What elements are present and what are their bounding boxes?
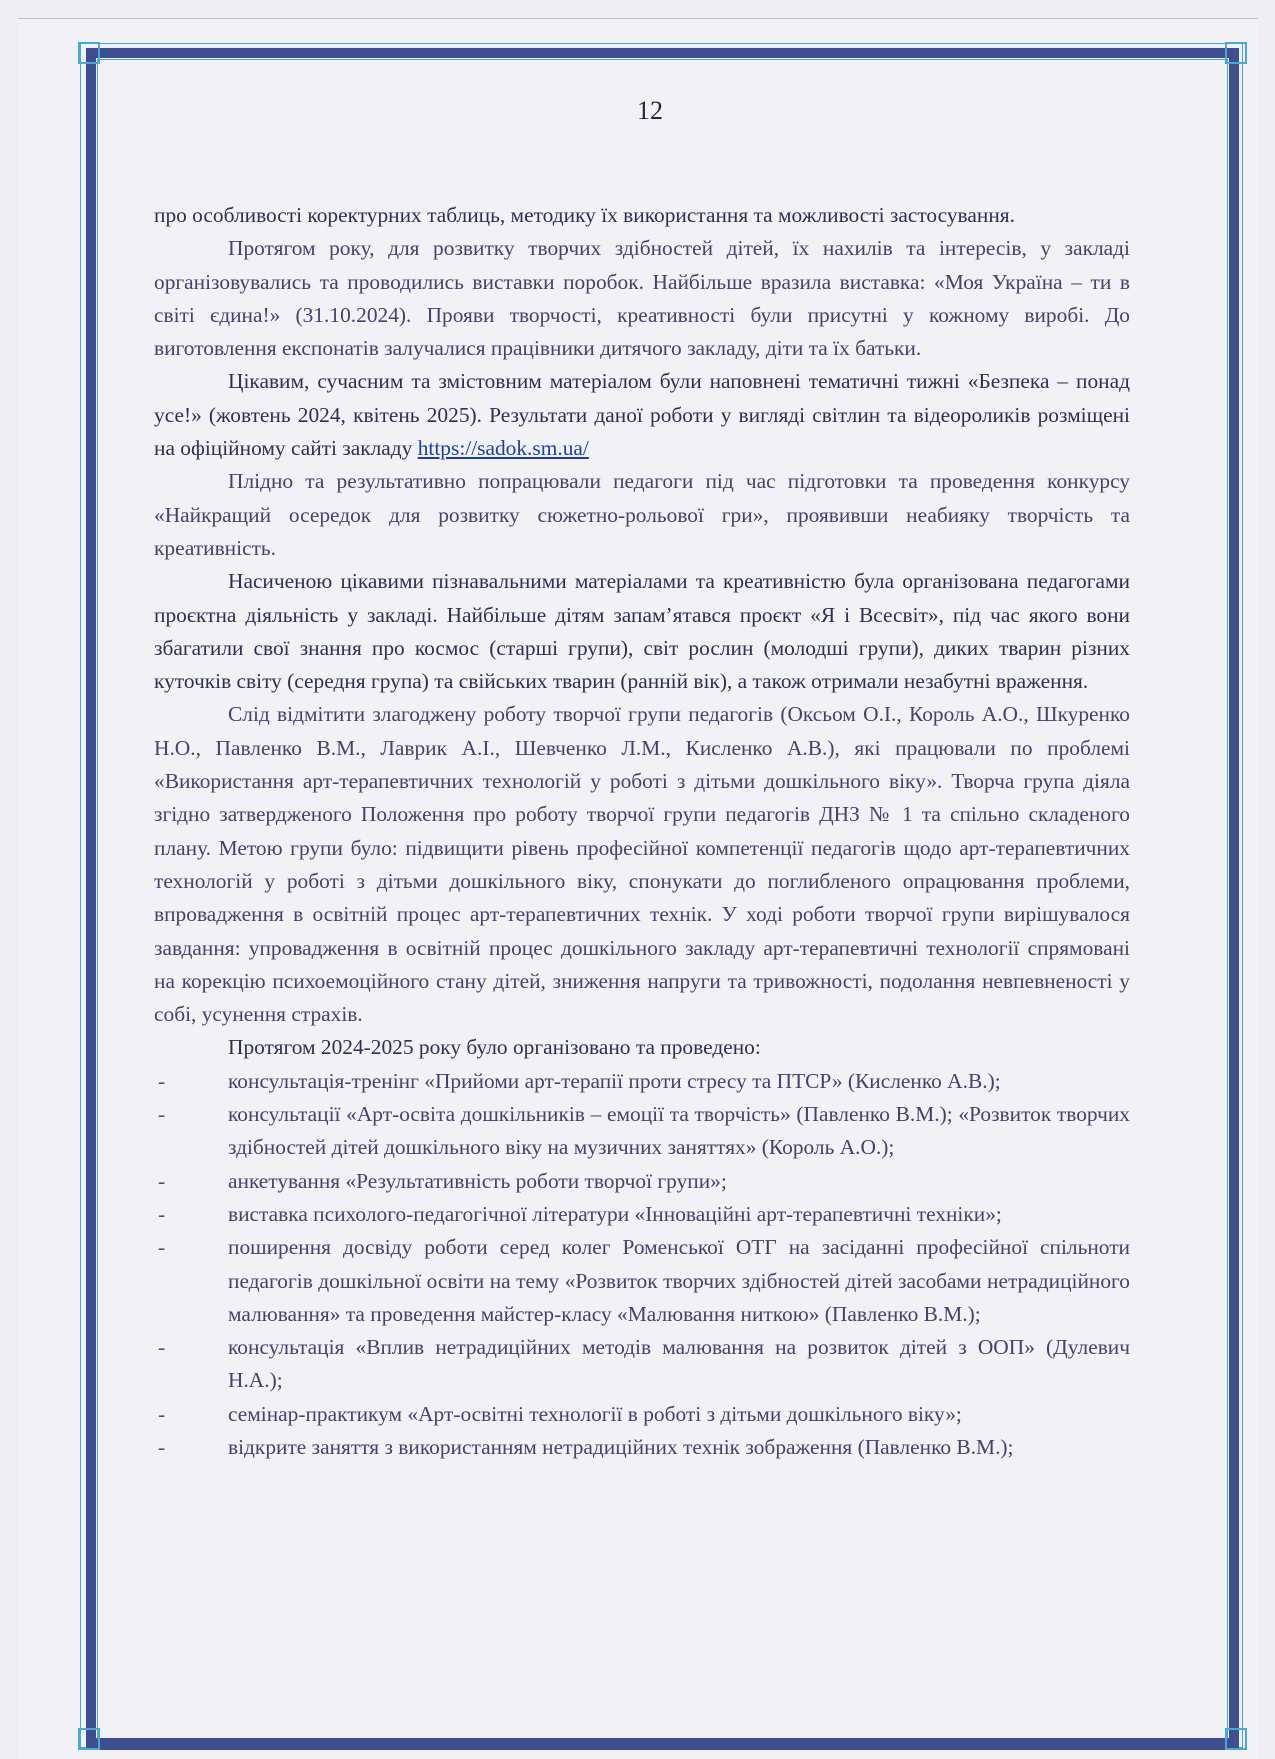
corner-ornament-bottom-right [1225, 1728, 1247, 1750]
list-item [154, 1231, 1130, 1331]
corner-ornament-top-right [1225, 42, 1247, 64]
paragraph-contest: Плідно та результативно попрацювали педагоги під час підготовки та проведення конкурсу «Найкращий осередок для розвитку сюжетно-рольової гри», проявивши неабияку творчість та креативність. [154, 469, 1130, 560]
list-item [154, 1431, 1130, 1464]
website-link[interactable]: https://sadok.sm.ua/ [417, 436, 589, 461]
list-item-text: анкетування «Результативність роботи творчої групи»; [228, 1168, 727, 1193]
corner-ornament-top-left [78, 42, 100, 64]
page-number: 12 [637, 96, 663, 125]
list-dash: - [158, 1434, 166, 1459]
paragraph-creative-group: Слід відмітити злагоджену роботу творчої групи педагогів (Оксьом О.І., Король А.О., Шкуренко Н.О., Павленко В.М., Лаврик А.І., Шевченко Л.М., Кисленко А.В.), які працювали по проблемі «Використання арт-терапевтичних технологій у роботі з дітьми дошкільного віку». Творча група діяла згідно затвердженого Положення про роботу творчої групи педагогів ДНЗ № 1 та спільно складеного плану. Метою групи було: підвищити рівень професійної компетенції педагогів щодо арт-терапевтичних технологій у роботі з дітьми дошкільного віку, спонукати до поглибленого опрацювання проблеми, впровадження в освітній процес арт-терапевтичних технік. У ході роботи творчої групи вирішувалося завдання: упровадження в освітній процес дошкільного закладу арт-терапевтичні технології спрямовані на корекцію психоемоційного стану дітей, зниження напруги та тривожності, подолання невпевненості у собі, усунення страхів. [154, 702, 1130, 1027]
corner-ornament-bottom-left [78, 1728, 100, 1750]
list-item [154, 1398, 1130, 1431]
list-item-text: поширення досвіду роботи серед колег Роменської ОТГ на засіданні професійної спільноти педагогів дошкільної освіти на тему «Розвиток творчих здібностей дітей засобами нетрадиційного малювання» та проведення майстер-класу «Малювання ниткою» (Павленко В.М.); [228, 1235, 1130, 1326]
list-item-text: консультація «Вплив нетрадиційних методів малювання на розвиток дітей з ООП» (Дулевич Н.А.); [228, 1335, 1130, 1393]
list-item-text: консультація-тренінг «Прийоми арт-терапії проти стресу та ПТСР» (Кисленко А.В.); [228, 1068, 1001, 1093]
paragraph-list-intro: Протягом 2024-2025 року було організовано та проведено: [228, 1035, 761, 1060]
activities-list [154, 1065, 1130, 1465]
document-body [154, 199, 1130, 1464]
list-item [154, 1198, 1130, 1231]
list-item [154, 1331, 1130, 1398]
list-dash: - [158, 1168, 166, 1193]
paragraph-theme-weeks [154, 365, 1130, 465]
list-item [154, 1065, 1130, 1098]
list-item-text: виставка психолого-педагогічної літератури «Інноваційні арт-терапевтичні техніки»; [228, 1201, 1002, 1226]
paragraph-project-activity: Насиченою цікавими пізнавальними матеріалами та креативністю була організована педагогами проєктна діяльність у закладі. Найбільше дітям запам’ятався проєкт «Я і Всесвіт», під час якого вони збагатили свої знання про космос (старші групи), світ рослин (молодші групи), диких тварин різних куточків світу (середня група) та свійських тварин (ранній вік), а також отримали незабутні враження. [154, 569, 1130, 694]
list-dash: - [158, 1401, 166, 1426]
list-item [154, 1098, 1130, 1165]
list-dash: - [158, 1068, 166, 1093]
list-item [154, 1165, 1130, 1198]
paragraph-theme-weeks-text: Цікавим, сучасним та змістовним матеріалом були наповнені тематичні тижні «Безпека – понад усе!» (жовтень 2024, квітень 2025). Результати даної роботи у вигляді світлин та відеороликів розміщені на офіційному сайті закладу [154, 369, 1130, 461]
list-item-text: семінар-практикум «Арт-освітні технології в роботі з дітьми дошкільного віку»; [228, 1401, 962, 1426]
list-dash: - [158, 1201, 166, 1226]
list-dash: - [158, 1102, 166, 1127]
list-dash: - [158, 1235, 166, 1260]
paragraph-continuation: про особливості коректурних таблиць, методику їх використання та можливості застосування. [154, 203, 1015, 227]
list-item-text: консультації «Арт-освіта дошкільників – емоції та творчість» (Павленко В.М.); «Розвиток творчих здібностей дітей дошкільного віку на музичних заняттях» (Король А.О.); [228, 1102, 1130, 1160]
paragraph-exhibitions: Протягом року, для розвитку творчих здібностей дітей, їх нахилів та інтересів, у закладі організовувались та проводились виставки поробок. Найбільше вразила виставка: «Моя Україна – ти в світі єдина!» (31.10.2024). Прояви творчості, креативності були присутні у кожному виробі. До виготовлення експонатів залучалися працівники дитячого закладу, діти та їх батьки. [154, 236, 1130, 361]
list-item-text: відкрите заняття з використанням нетрадиційних технік зображення (Павленко В.М.); [228, 1434, 1014, 1459]
list-dash: - [158, 1335, 166, 1360]
